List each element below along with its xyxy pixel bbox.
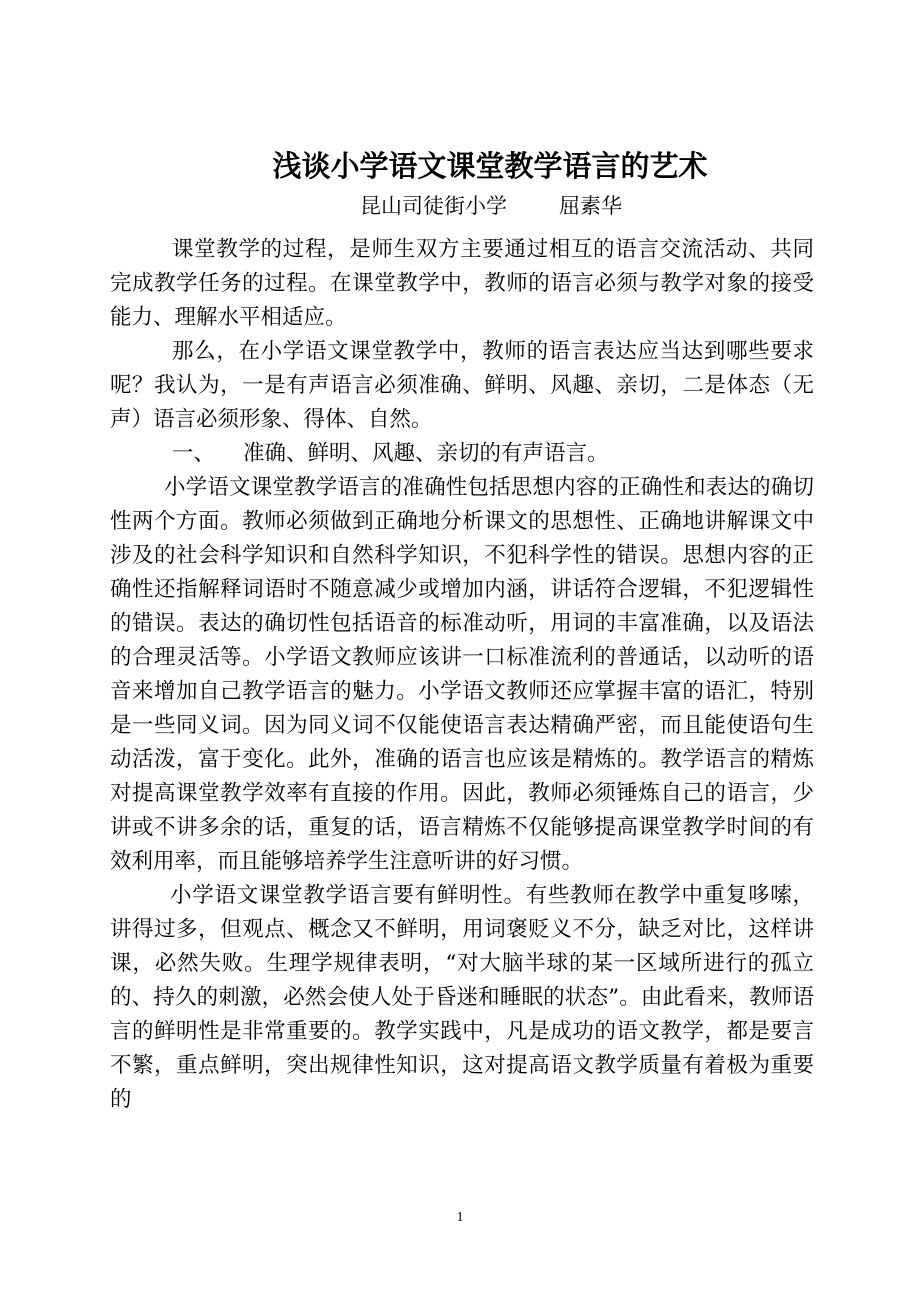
- section-number: 一、: [172, 441, 216, 466]
- paragraph-accuracy: 小学语文课堂教学语言的准确性包括思想内容的正确性和表达的确切性两个方面。教师必须做到正确地分析课文的思想性、正确地讲解课文中涉及的社会科学知识和自然科学知识，不犯科学性的错误。思想内容的正确性还指解释词语时不随意减少或增加内涵，讲话符合逻辑，不犯逻辑性的错误。表达的确切性包括语音的标准动听，用词的丰富准确，以及语法的合理灵活等。小学语文教师应该讲一口标准流利的普通话，以动听的语音来增加自己教学语言的魅力。小学语文教师还应掌握丰富的语汇，特别是一些同义词。因为同义词不仅能使语言表达精确严密，而且能使语句生动活泼，富于变化。此外，准确的语言也应该是精炼的。教学语言的精炼对提高课堂教学效率有直接的作用。因此，教师必须锤炼自己的语言，少讲或不讲多余的话，重复的话，语言精炼不仅能够提高课堂教学时间的有效利用率，而且能够培养学生注意听讲的好习惯。: [110, 475, 814, 874]
- author-name: 屈素华: [559, 194, 622, 218]
- byline: [360, 192, 622, 220]
- section-heading: [110, 437, 814, 471]
- paragraph-intro: 课堂教学的过程，是师生双方主要通过相互的语言交流活动、共同完成教学任务的过程。在课堂教学中，教师的语言必须与教学对象的接受能力、理解水平相适应。: [110, 237, 814, 330]
- author-school: 昆山司徒街小学: [360, 194, 507, 218]
- document-title: 浅谈小学语文课堂教学语言的艺术: [272, 149, 708, 183]
- paragraph-clarity: 小学语文课堂教学语言要有鲜明性。有些教师在教学中重复哆嗦，讲得过多，但观点、概念又不鲜明，用词褒贬义不分，缺乏对比，这样讲课，必然失败。生理学规律表明，“对大脑半球的某一区域所进行的孤立的、持久的刺激，必然会使人处于昏迷和睡眠的状态”。由此看来，教师语言的鲜明性是非常重要的。教学实践中，凡是成功的语文教学，都是要言不繁，重点鲜明，突出规律性知识，这对提高语文教学质量有着极为重要的: [110, 883, 814, 1112]
- section-heading-text: 准确、鲜明、风趣、亲切的有声语言。: [243, 441, 609, 466]
- page-number: 1: [456, 1210, 464, 1225]
- paragraph-requirements: 那么，在小学语文课堂教学中，教师的语言表达应当达到哪些要求呢？我认为，一是有声语言必须准确、鲜明、风趣、亲切，二是体态（无声）语言必须形象、得体、自然。: [110, 339, 814, 432]
- document-body: [110, 233, 814, 1117]
